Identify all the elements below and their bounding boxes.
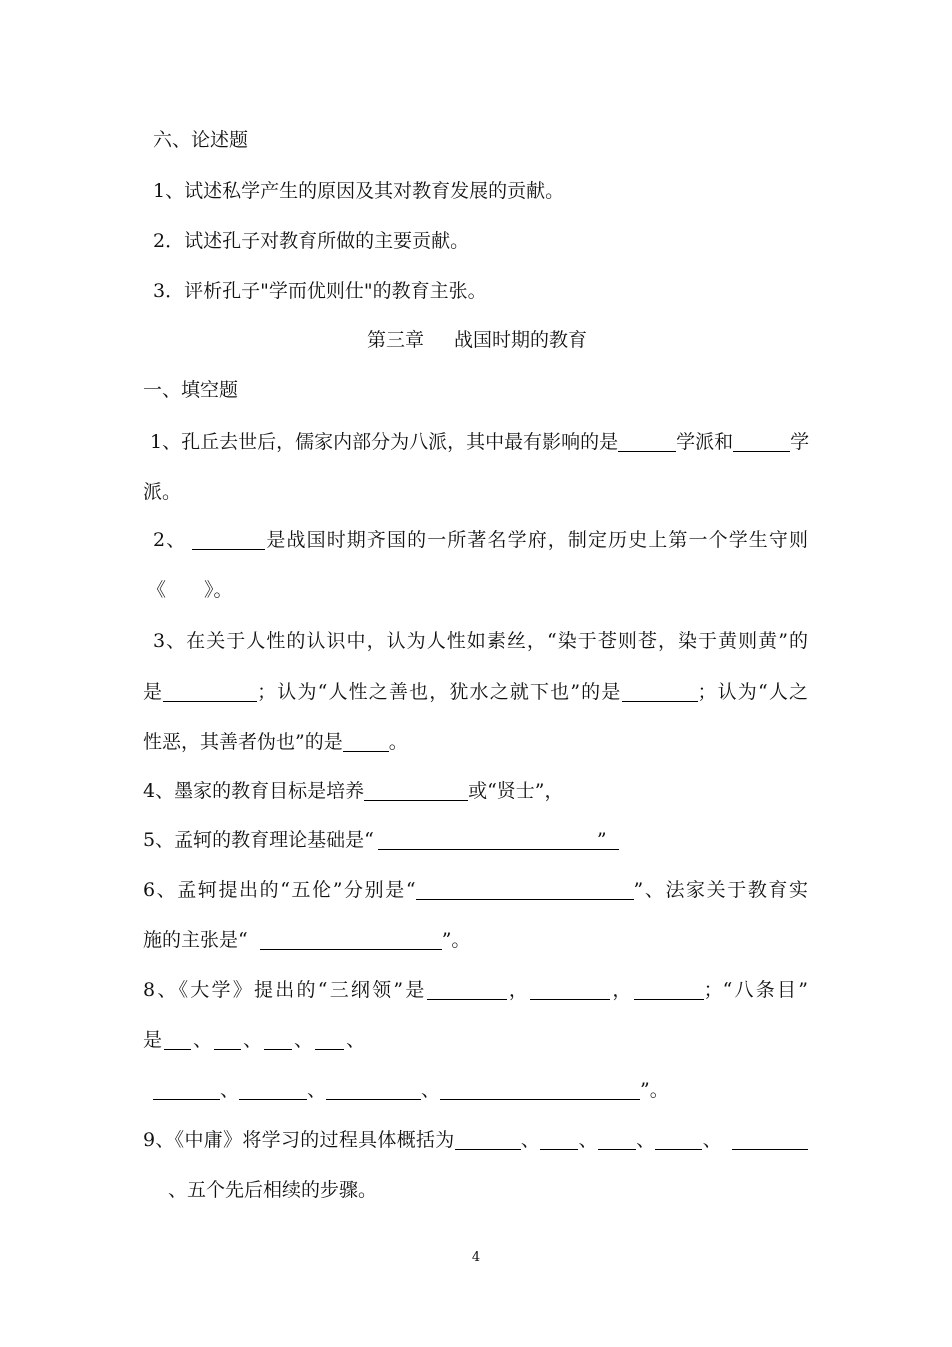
answer-blank: [598, 1149, 636, 1150]
question-text: 、: [578, 1129, 598, 1151]
chapter-number: 第三章: [367, 329, 425, 351]
page-number: 4: [471, 1250, 481, 1265]
question-text: 。: [388, 731, 408, 753]
question-text: 2、: [153, 529, 187, 551]
chapter-heading: [367, 328, 587, 352]
question-text: 、: [220, 1079, 240, 1101]
question-text: 、: [307, 1079, 327, 1101]
question-text: 是: [143, 681, 164, 703]
question-text: ；认为“人之: [697, 681, 808, 703]
answer-blank: [530, 999, 610, 1000]
chapter-title: 战国时期的教育: [454, 329, 588, 351]
answer-blank: [315, 1049, 344, 1050]
answer-blank: [326, 1099, 421, 1100]
question-9-line-1: [143, 1128, 808, 1152]
answer-blank: [540, 1149, 578, 1150]
answer-blank: [733, 451, 790, 452]
question-text: 、: [635, 1129, 656, 1151]
question-text: 6、孟轲提出的“五伦”分别是“: [143, 879, 416, 901]
question-text: 、: [294, 1029, 314, 1051]
question-9-line-2: 、五个先后相续的步骤。: [168, 1179, 378, 1201]
answer-blank: [378, 849, 619, 850]
essay-question-3: 3．评析孔子"学而优则仕"的教育主张。: [153, 280, 487, 302]
essay-section-heading: 六、论述题: [153, 129, 249, 151]
question-text: ”: [596, 829, 607, 851]
answer-blank: [264, 1049, 292, 1050]
question-text: 、: [520, 1129, 541, 1151]
question-text: 学派和: [676, 431, 734, 453]
question-text: 5、孟轲的教育理论基础是“: [143, 829, 374, 851]
question-text: ，: [506, 979, 531, 1001]
answer-blank: [416, 899, 634, 900]
question-3-line-3: [143, 730, 408, 754]
question-text: 、: [243, 1029, 263, 1051]
question-5: [143, 828, 607, 852]
question-8-line-1: [143, 978, 808, 1002]
fill-section-heading: 一、填空题: [143, 379, 239, 401]
answer-blank: [634, 999, 704, 1000]
question-text: 、: [193, 1029, 213, 1051]
question-text: ”、法家关于教育实: [633, 879, 809, 901]
answer-blank: [455, 1149, 521, 1150]
question-1-line-1: [150, 430, 808, 454]
question-text: ，: [610, 979, 634, 1001]
answer-blank: [622, 701, 698, 702]
answer-blank: [260, 949, 442, 950]
question-4: [143, 779, 564, 803]
answer-blank: [163, 701, 257, 702]
question-text: 学: [790, 431, 810, 453]
answer-blank: [164, 1049, 191, 1050]
question-8-line-2: [143, 1028, 365, 1052]
answer-blank: [364, 800, 468, 801]
question-text: 施的主张是“: [143, 929, 248, 951]
question-text: 1、孔丘去世后，儒家内部分为八派，其中最有影响的是: [150, 431, 619, 453]
question-3-line-2: [143, 680, 808, 704]
question-text: 4、墨家的教育目标是培养: [143, 780, 365, 802]
question-6-line-2: [143, 928, 470, 952]
question-text: ；认为“人性之善也，犹水之就下也”的是: [257, 681, 622, 703]
question-text: 9、《中庸》将学习的过程具体概括为: [143, 1129, 455, 1151]
question-text: 、: [702, 1129, 722, 1151]
answer-blank: [239, 1099, 307, 1100]
question-6-line-1: [143, 878, 808, 902]
question-text: ；“八条目”: [703, 979, 808, 1001]
question-text: 是战国时期齐国的一所著名学府，制定历史上第一个学生守则: [265, 529, 808, 551]
question-text: 、: [346, 1029, 366, 1051]
question-text: 性恶，其善者伪也”的是: [143, 731, 343, 753]
answer-blank: [192, 549, 265, 550]
answer-blank: [732, 1149, 808, 1150]
question-text: ”。: [441, 929, 471, 951]
essay-question-2: 2．试述孔子对教育所做的主要贡献。: [153, 230, 470, 252]
question-2-line-2: 《 》。: [147, 579, 233, 601]
answer-blank: [440, 1099, 640, 1100]
question-8-line-3: [153, 1078, 669, 1102]
question-text: 或“贤士”，: [468, 780, 564, 802]
answer-blank: [427, 999, 507, 1000]
question-text: ”。: [640, 1079, 669, 1101]
answer-blank: [618, 451, 676, 452]
question-text: 、: [421, 1079, 441, 1101]
essay-question-1: 1、试述私学产生的原因及其对教育发展的贡献。: [153, 180, 565, 202]
answer-blank: [343, 751, 389, 752]
question-1-line-2: 派。: [143, 481, 182, 503]
answer-blank: [214, 1049, 241, 1050]
question-text: 8、《大学》提出的“三纲领”是: [143, 979, 427, 1001]
question-text: 是: [143, 1029, 163, 1051]
question-2-line-1: [153, 528, 808, 552]
answer-blank: [153, 1099, 220, 1100]
answer-blank: [655, 1149, 702, 1150]
question-3-line-1: 3、在关于人性的认识中，认为人性如素丝，“染于苍则苍，染于黄则黄”的: [153, 630, 808, 652]
